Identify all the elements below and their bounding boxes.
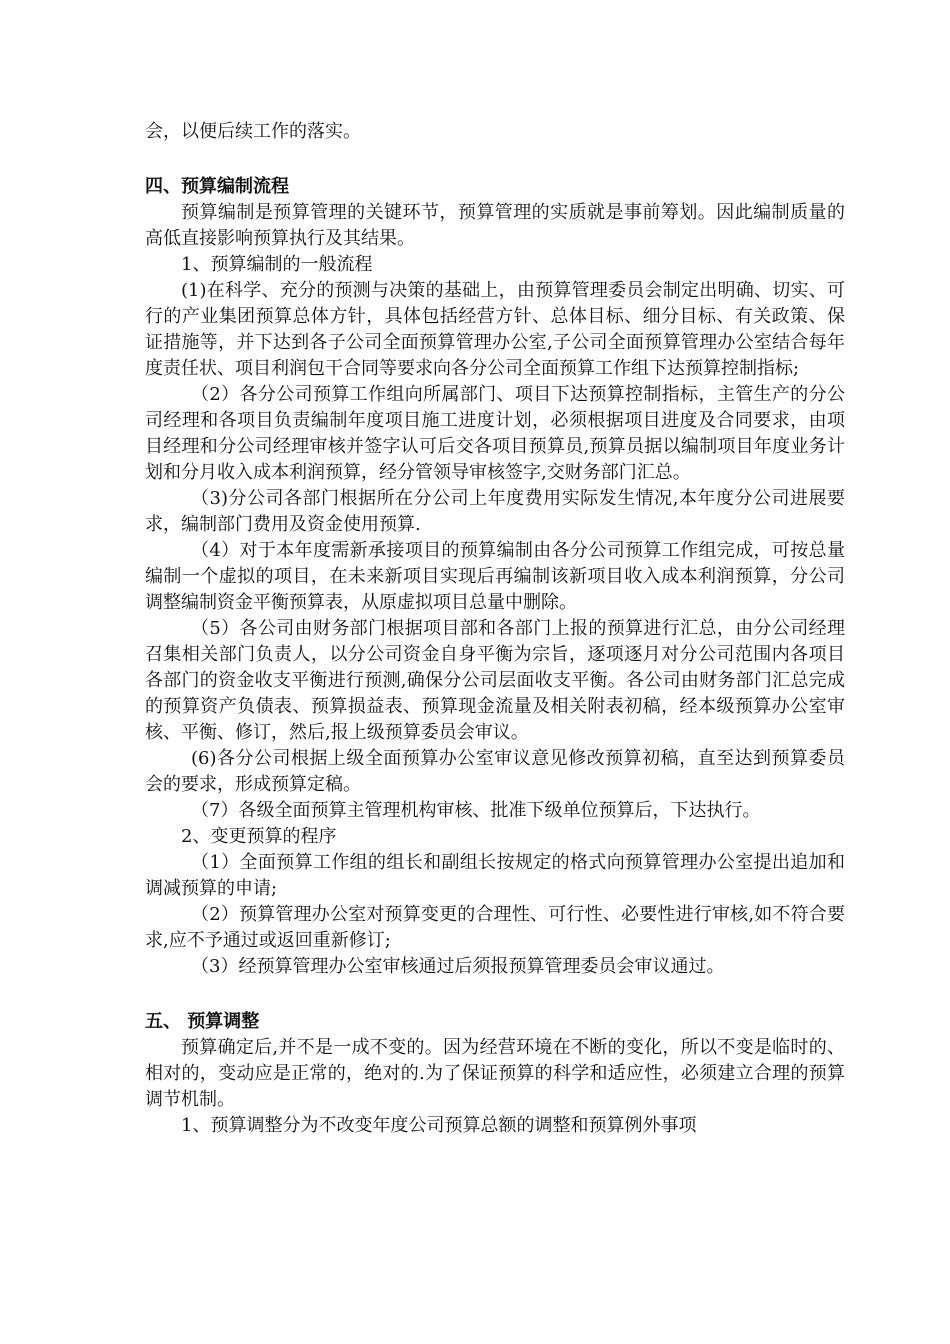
paragraph-intro: 预算编制是预算管理的关键环节，预算管理的实质就是事前筹划。因此编制质量的高低直接影响预算执行及其结果。 xyxy=(145,202,845,249)
change-item-1: （1）全面预算工作组的组长和副组长按规定的格式向预算管理办公室提出追加和调减预算的申请; xyxy=(145,852,845,899)
list-item-1: (1)在科学、充分的预测与决策的基础上，由预算管理委员会制定出明确、切实、可行的产业集团预算总体方针，具体包括经营方针、总体目标、细分目标、有关政策、保证措施等，并下达到各子公司全面预算管理办公室,子公司全面预算管理办公室结合每年度责任状、项目利润包干合同等要求向各分公司全面预算工作组下达预算控制指标; xyxy=(145,280,845,379)
paragraph-continuation: 会，以便后续工作的落实。 xyxy=(145,121,361,142)
change-item-3: （3）经预算管理办公室审核通过后须报预算管理委员会审议通过。 xyxy=(191,956,725,977)
list-item-4: （4）对于本年度需新承接项目的预算编制由各分公司预算工作组完成，可按总量编制一个虚拟的项目，在未来新项目实现后再编制该新项目收入成本利润预算，分公司调整编制资金平衡预算表，从原虚拟项目总量中删除。 xyxy=(145,540,845,613)
change-item-2: （2）预算管理办公室对预算变更的合理性、可行性、必要性进行审核,如不符合要求,应不予通过或返回重新修订; xyxy=(145,904,845,951)
subheading-change-procedure: 2、变更预算的程序 xyxy=(181,826,337,847)
list-item-3: （3)分公司各部门根据所在分公司上年度费用实际发生情况,本年度分公司进展要求，编制部门费用及资金使用预算. xyxy=(145,488,845,535)
document-page xyxy=(145,119,845,1139)
section-heading-4: 四、预算编制流程 xyxy=(145,176,289,197)
list-item-5: （5）各公司由财务部门根据项目部和各部门上报的预算进行汇总，由分公司经理召集相关部门负责人，以分公司资金自身平衡为宗旨，逐项逐月对分公司范围内各项目各部门的资金收支平衡进行预测,确保分公司层面收支平衡。各公司由财务部门汇总完成的预算资产负债表、预算损益表、预算现金流量及相关附表初稿，经本级预算办公室审核、平衡、修订，然后,报上级预算委员会审议。 xyxy=(145,618,845,743)
subheading-general-flow: 1、预算编制的一般流程 xyxy=(181,254,373,275)
paragraph-adjustment-intro: 预算确定后,并不是一成不变的。因为经营环境在不断的变化，所以不变是临时的、相对的，变动应是正常的，绝对的.为了保证预算的科学和适应性，必须建立合理的预算调节机制。 xyxy=(145,1037,845,1110)
paragraph-adjustment-1: 1、预算调整分为不改变年度公司预算总额的调整和预算例外事项 xyxy=(181,1115,697,1136)
list-item-2: （2）各分公司预算工作组向所属部门、项目下达预算控制指标，主管生产的分公司经理和各项目负责编制年度项目施工进度计划，必须根据项目进度及合同要求，由项目经理和分公司经理审核并签字认可后交各项目预算员,预算员据以编制项目年度业务计划和分月收入成本利润预算，经分管领导审核签字,交财务部门汇总。 xyxy=(145,384,845,483)
section-heading-5: 五、 预算调整 xyxy=(145,1011,260,1032)
list-item-6: (6)各分公司根据上级全面预算办公室审议意见修改预算初稿，直至达到预算委员会的要求，形成预算定稿。 xyxy=(145,748,845,795)
list-item-7: （7）各级全面预算主管理机构审核、批准下级单位预算后，下达执行。 xyxy=(191,800,761,821)
